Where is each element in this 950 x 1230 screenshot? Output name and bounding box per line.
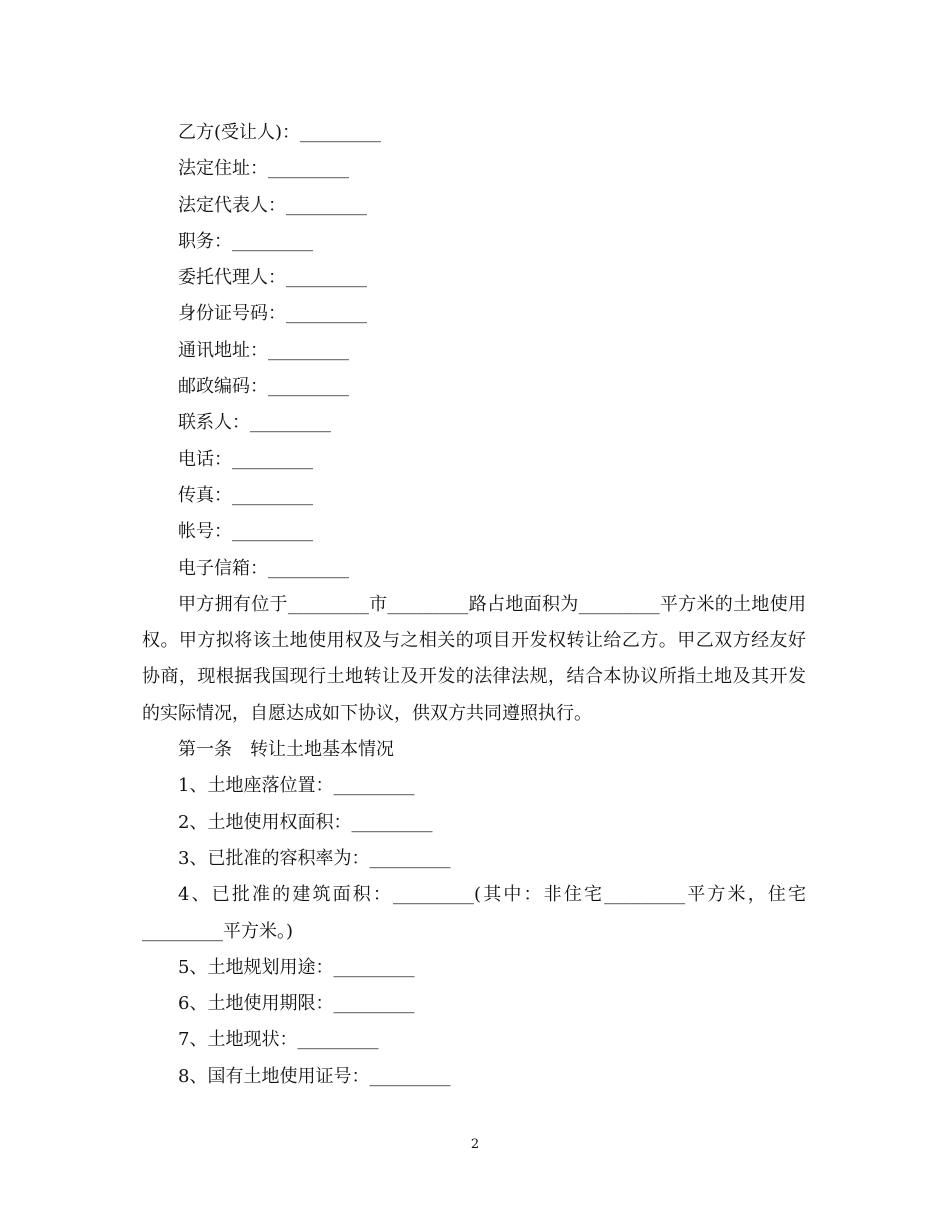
field-position: 职务：_________ [178,230,313,252]
field-mailing-address: 通讯地址：_________ [178,339,349,361]
field-telephone: 电话：_________ [178,448,313,470]
field-postal-code: 邮政编码：_________ [178,376,349,398]
field-legal-address: 法定住址：_________ [178,158,349,180]
field-email: 电子信箱：_________ [178,557,349,579]
article-1-item-8: 8、国有土地使用证号：_________ [178,1065,451,1087]
field-legal-representative: 法定代表人：_________ [178,194,367,216]
page-number: 2 [470,1137,480,1152]
document-body [142,115,806,1095]
article-1-item-1: 1、土地座落位置：_________ [178,775,415,797]
article-1-item-6: 6、土地使用期限：_________ [178,993,415,1015]
article-1-item-5: 5、土地规划用途：_________ [178,956,415,978]
field-contact-person: 联系人：_________ [178,412,331,434]
preamble-paragraph: 甲方拥有位于_________市_________路占地面积为_________平方米的土地使用权。甲方拟将该土地使用权及与之相关的项目开发权转让给乙方。甲乙双方经友好协商，现根据我国现行土地转让及开发的法律法规，结合本协议所指土地及其开发的实际情况，自愿达成如下协议，供双方共同遵照执行。 [142,593,806,724]
article-1-item-4: 4、已批准的建筑面积：_________(其中：非住宅_________平方米，住宅_________平方米。) [142,884,806,942]
field-id-number: 身份证号码：_________ [178,303,367,325]
field-authorized-agent: 委托代理人：_________ [178,267,367,289]
field-account-number: 帐号：_________ [178,521,313,543]
field-fax: 传真：_________ [178,484,313,506]
article-1-title: 第一条 转让土地基本情况 [178,739,394,761]
article-1-item-7: 7、土地现状：_________ [178,1029,379,1051]
article-1-item-2: 2、土地使用权面积：_________ [178,811,433,833]
field-party-b: 乙方(受让人)：_________ [178,122,382,143]
article-1-item-3: 3、已批准的容积率为：_________ [178,847,451,869]
